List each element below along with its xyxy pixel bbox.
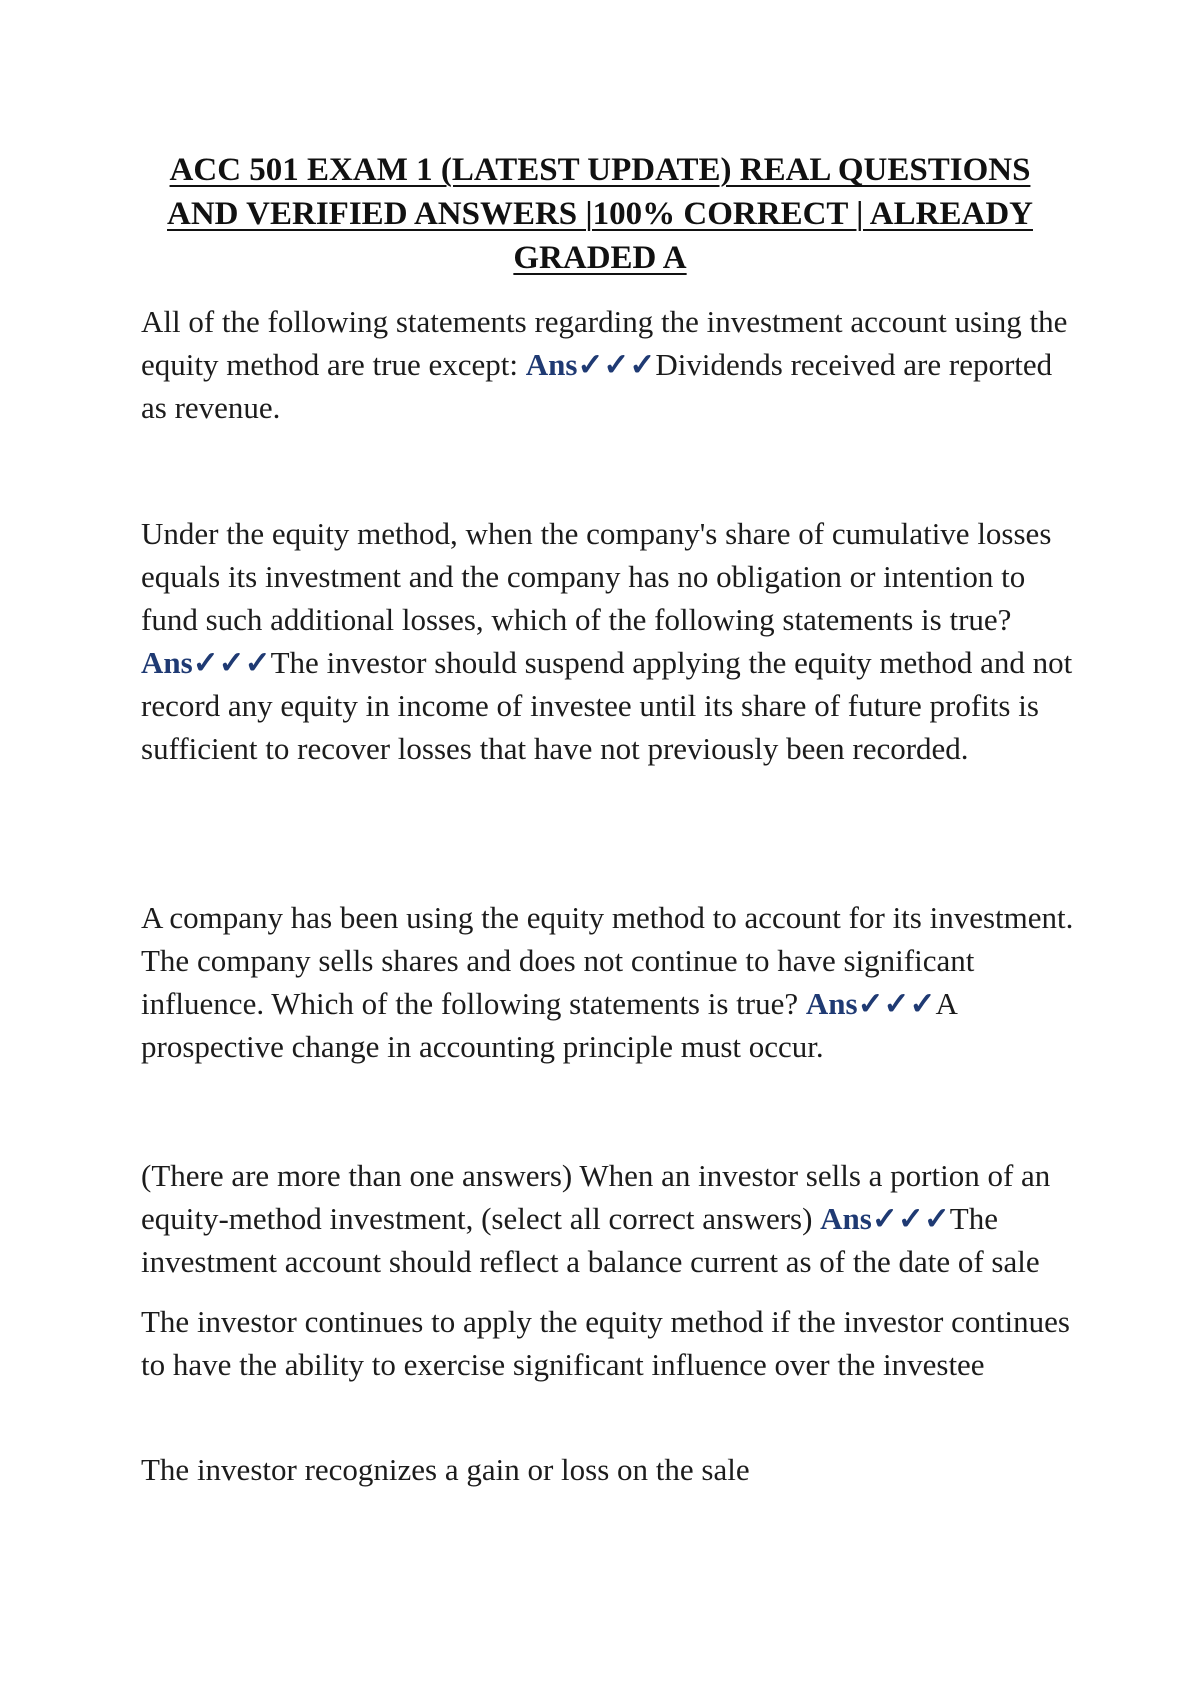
question-2 [141, 512, 1081, 770]
answer-1-text: Dividends received are reported as revenue. [141, 347, 1053, 425]
question-2-text: Under the equity method, when the company's share of cumulative losses equals its investment and the company has no obligation or intention to fund such additional losses, which of the following statements is true? [141, 516, 1052, 637]
answer-marker: Ans✓✓✓ [141, 645, 271, 680]
question-3-text: A company has been using the equity method to account for its investment. The company sells shares and does not continue to have significant influence. Which of the following statements is true? [141, 900, 1074, 1021]
answer-4-text: The investment account should reflect a balance current as of the date of sale [141, 1201, 1040, 1279]
answer-marker: Ans✓✓✓ [525, 347, 656, 382]
answer-4-extra-2: The investor recognizes a gain or loss on the sale [141, 1452, 750, 1487]
question-1-text: All of the following statements regarding the investment account using the equity method are true except: [141, 304, 1068, 382]
question-3 [141, 896, 1081, 1068]
answer-3-text: A prospective change in accounting principle must occur. [141, 986, 957, 1064]
question-4-text: (There are more than one answers) When an investor sells a portion of an equity-method investment, (select all correct answers) [141, 1158, 1051, 1236]
answer-marker: Ans✓✓✓ [820, 1201, 950, 1236]
question-4 [141, 1154, 1081, 1283]
answer-2-text: The investor should suspend applying the equity method and not record any equity in income of investee until its share of future profits is sufficient to recover losses that have not previously been recorded. [141, 645, 1073, 766]
question-1 [141, 300, 1081, 429]
answer-marker: Ans✓✓✓ [805, 986, 936, 1021]
answer-4-extra-1: The investor continues to apply the equity method if the investor continues to have the ability to exercise significant influence over the investee [141, 1304, 1070, 1382]
document-title: ACC 501 EXAM 1 (LATEST UPDATE) REAL QUESTIONS AND VERIFIED ANSWERS |100% CORRECT | ALREADY GRADED A [167, 152, 1033, 276]
